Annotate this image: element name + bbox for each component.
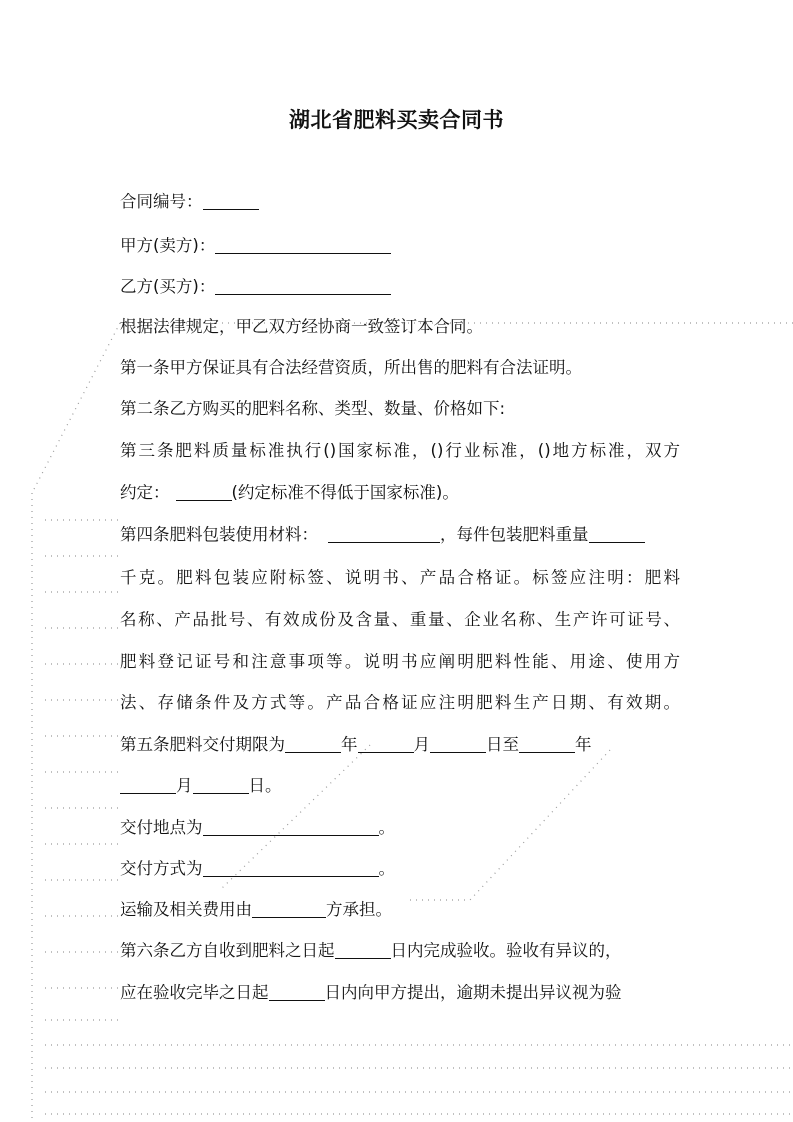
start-year-blank (285, 736, 341, 753)
packaging-material-label: 第四条肥料包装使用材料： (120, 525, 318, 544)
article-3-agreed-note: (约定标准不得低于国家标准)。 (231, 483, 459, 502)
article-5-line-2 (120, 775, 680, 797)
delivery-method-line (120, 858, 680, 880)
article-1: 第一条甲方保证具有合法经营资质，所出售的肥料有合法证明。 (120, 358, 582, 377)
party-b-line (120, 276, 680, 298)
objection-days-blank (269, 984, 325, 1001)
transport-cost-line (120, 899, 680, 921)
article-4-line-1 (120, 524, 680, 546)
article-5-line-1 (120, 734, 680, 756)
article-4-line-2: 千克。肥料包装应附标签、说明书、产品合格证。标签应注明：肥料 (120, 568, 680, 587)
start-day-unit: 日至 (486, 735, 519, 754)
start-day-blank (430, 736, 486, 753)
delivery-method-label: 交付方式为 (120, 859, 203, 878)
delivery-method-end: 。 (378, 859, 395, 878)
article-4-line-4: 肥料登记证号和注意事项等。说明书应阐明肥料性能、用途、使用方 (120, 652, 680, 671)
acceptance-note: 日内完成验收。验收有异议的， (390, 941, 622, 960)
delivery-period-label: 第五条肥料交付期限为 (120, 735, 285, 754)
contract-number-blank (203, 193, 259, 210)
delivery-place-end: 。 (378, 818, 395, 837)
delivery-place-blank (203, 819, 379, 836)
transport-party-blank (252, 901, 326, 918)
article-4-line-5: 法、存储条件及方式等。产品合格证应注明肥料生产日期、有效期。 (120, 693, 680, 712)
acceptance-days-blank (335, 942, 391, 959)
contract-number-line (120, 191, 680, 213)
end-month-blank (120, 777, 176, 794)
acceptance-label: 第六条乙方自收到肥料之日起 (120, 941, 335, 960)
party-b-label: 乙方(买方)： (120, 277, 216, 296)
article-6-line-1 (120, 940, 680, 962)
package-weight-label: ，每件包装肥料重量 (440, 525, 589, 544)
objection-label: 应在验收完毕之日起 (120, 983, 269, 1002)
party-a-blank (215, 237, 391, 254)
start-month-blank (358, 736, 414, 753)
article-3-agreed-label: 约定： (120, 483, 170, 502)
start-month-unit: 月 (413, 735, 430, 754)
party-a-label: 甲方(卖方)： (120, 236, 216, 255)
article-6-line-2 (120, 982, 680, 1004)
delivery-method-blank (203, 860, 379, 877)
contract-number-label: 合同编号： (120, 192, 203, 211)
transport-cost-label: 运输及相关费用由 (120, 900, 252, 919)
delivery-place-label: 交付地点为 (120, 818, 203, 837)
agreed-standard-blank (176, 484, 232, 501)
package-weight-blank (589, 526, 645, 543)
start-year-unit: 年 (341, 735, 358, 754)
article-3-line-1: 第三条肥料质量标准执行()国家标准，()行业标准，()地方标准，双方 (120, 441, 680, 460)
end-year-blank (519, 736, 575, 753)
end-month-unit: 月 (176, 776, 193, 795)
document-title: 湖北省肥料买卖合同书 (289, 108, 504, 132)
end-year-unit: 年 (575, 735, 592, 754)
party-a-line (120, 235, 680, 257)
article-4-line-3: 名称、产品批号、有效成份及含量、重量、企业名称、生产许可证号、 (120, 610, 680, 629)
end-day-blank (193, 777, 249, 794)
end-day-unit: 日。 (248, 776, 282, 795)
article-2: 第二条乙方购买的肥料名称、类型、数量、价格如下: (120, 399, 506, 418)
intro-paragraph: 根据法律规定，甲乙双方经协商一致签订本合同。 (120, 317, 483, 336)
packaging-material-blank (328, 526, 440, 543)
transport-cost-end: 方承担。 (326, 900, 392, 919)
party-b-blank (215, 278, 391, 295)
article-3-line-2 (120, 482, 680, 504)
delivery-place-line (120, 817, 680, 839)
objection-note: 日内向甲方提出，逾期未提出异议视为验 (324, 983, 622, 1002)
